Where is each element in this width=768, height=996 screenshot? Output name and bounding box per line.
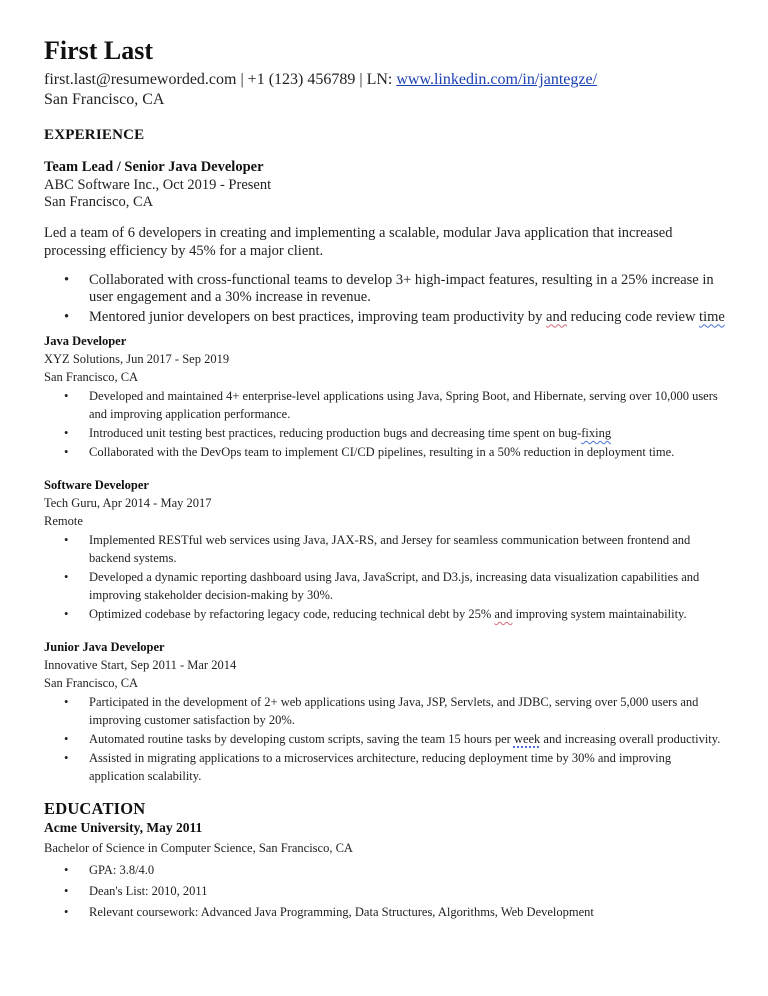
email-text: first.last@resumeworded.com [44, 71, 237, 88]
bullet-text: reducing code review [566, 308, 700, 325]
job-entry [44, 159, 728, 326]
bullet-icon: • [64, 308, 70, 325]
list-item [44, 568, 728, 604]
bullet-text: Developed a dynamic reporting dashboard using Java, JavaScript, and D3.js, increasing data visualization capabilities and improving stakeholder decision-making by 30%. [89, 570, 700, 602]
spellcheck-flag: and [546, 308, 567, 325]
job-company-dates: XYZ Solutions, Jun 2017 - Sep 2019 [44, 352, 230, 366]
separator: | [236, 71, 248, 88]
bullet-icon: • [64, 271, 70, 288]
bullet-icon: • [64, 884, 69, 898]
bullet-text: Collaborated with cross-functional teams to develop 3+ high-impact features, resulting in a 25% increase in user engagement and a 30% increase in revenue. [89, 271, 714, 305]
list-item [44, 860, 728, 880]
job-entry [44, 476, 728, 623]
bullet-text: GPA: 3.8/4.0 [89, 863, 155, 877]
job-company-dates: Innovative Start, Sep 2011 - Mar 2014 [44, 658, 237, 672]
bullet-icon: • [64, 695, 69, 709]
bullet-icon: • [64, 905, 69, 919]
list-item [44, 749, 728, 785]
job-entry [44, 638, 728, 785]
grammar-flag: time [699, 308, 725, 325]
job-bullets [44, 693, 728, 785]
job-bullets [44, 531, 728, 623]
job-title: Java Developer [44, 334, 127, 348]
list-item [44, 443, 728, 461]
spellcheck-flag: and [494, 607, 513, 621]
bullet-text: Optimized codebase by refactoring legacy code, reducing technical debt by 25% [89, 607, 495, 621]
bullet-icon: • [64, 732, 69, 746]
school-name-date: Acme University, May 2011 [44, 820, 203, 835]
job-title: Junior Java Developer [44, 640, 165, 654]
bullet-icon: • [64, 607, 69, 621]
job-location: San Francisco, CA [44, 194, 154, 210]
bullet-text: and increasing overall productivity. [540, 732, 721, 746]
bullet-icon: • [64, 570, 69, 584]
bullet-text: Introduced unit testing best practices, reducing production bugs and decreasing time spent on bug- [89, 426, 582, 440]
list-item [44, 387, 728, 423]
job-company-dates: ABC Software Inc., Oct 2019 - Present [44, 176, 272, 193]
job-bullets [44, 272, 728, 327]
phone-text: +1 (123) 456789 [247, 71, 356, 88]
bullet-text: Developed and maintained 4+ enterprise-level applications using Java, Spring Boot, and Hibernate, serving over 10,000 users and improving application performance. [89, 389, 718, 421]
education-section [44, 799, 728, 922]
section-heading-experience: EXPERIENCE [44, 127, 145, 143]
list-item [44, 309, 728, 327]
grammar-flag: fixing [581, 426, 612, 440]
bullet-text: Dean's List: 2010, 2011 [89, 884, 208, 898]
section-heading-education: EDUCATION [44, 799, 146, 818]
job-entry [44, 332, 728, 461]
list-item [44, 902, 728, 922]
list-item [44, 605, 728, 623]
bullet-text: Collaborated with the DevOps team to implement CI/CD pipelines, resulting in a 50% reduction in deployment time. [89, 445, 675, 459]
bullet-text: Relevant coursework: Advanced Java Programming, Data Structures, Algorithms, Web Development [89, 905, 594, 919]
bullet-icon: • [64, 445, 69, 459]
bullet-text: Implemented RESTful web services using Java, JAX-RS, and Jersey for seamless communication between frontend and backend systems. [89, 533, 691, 565]
bullet-icon: • [64, 863, 69, 877]
job-bullets [44, 387, 728, 461]
job-title: Team Lead / Senior Java Developer [44, 159, 264, 175]
separator: | [355, 71, 367, 88]
candidate-name: First Last [44, 36, 154, 65]
grammar-flag: week [513, 732, 541, 746]
contact-line [44, 70, 728, 90]
education-bullets [44, 860, 728, 922]
list-item [44, 730, 728, 748]
bullet-text: Mentored junior developers on best practices, improving team productivity by [89, 308, 547, 325]
job-title: Software Developer [44, 478, 149, 492]
degree-text: Bachelor of Science in Computer Science, San Francisco, CA [44, 841, 353, 855]
list-item [44, 531, 728, 567]
experience-section [44, 125, 728, 785]
list-item [44, 881, 728, 901]
linkedin-label: LN: [366, 71, 397, 88]
bullet-icon: • [64, 389, 69, 403]
resume-header [44, 36, 728, 110]
job-location: San Francisco, CA [44, 370, 139, 384]
job-company-dates: Tech Guru, Apr 2014 - May 2017 [44, 496, 212, 510]
bullet-icon: • [64, 533, 69, 547]
bullet-text: Participated in the development of 2+ web applications using Java, JSP, Servlets, and JDBC, serving over 5,000 users and improving customer satisfaction by 20%. [89, 695, 699, 727]
job-location: Remote [44, 514, 83, 528]
list-item [44, 272, 728, 307]
bullet-icon: • [64, 426, 69, 440]
candidate-location: San Francisco, CA [44, 91, 165, 108]
bullet-text: Automated routine tasks by developing custom scripts, saving the team 15 hours per [89, 732, 514, 746]
list-item [44, 424, 728, 442]
bullet-icon: • [64, 751, 69, 765]
job-summary: Led a team of 6 developers in creating and implementing a scalable, modular Java application that increased processing efficiency by 45% for a major client. [44, 224, 673, 259]
bullet-text: Assisted in migrating applications to a microservices architecture, reducing deployment time by 30% and improving application scalability. [89, 751, 672, 783]
list-item [44, 693, 728, 729]
job-location: San Francisco, CA [44, 676, 139, 690]
bullet-text: improving system maintainability. [512, 607, 687, 621]
linkedin-link[interactable]: www.linkedin.com/in/jantegze/ [396, 71, 598, 88]
